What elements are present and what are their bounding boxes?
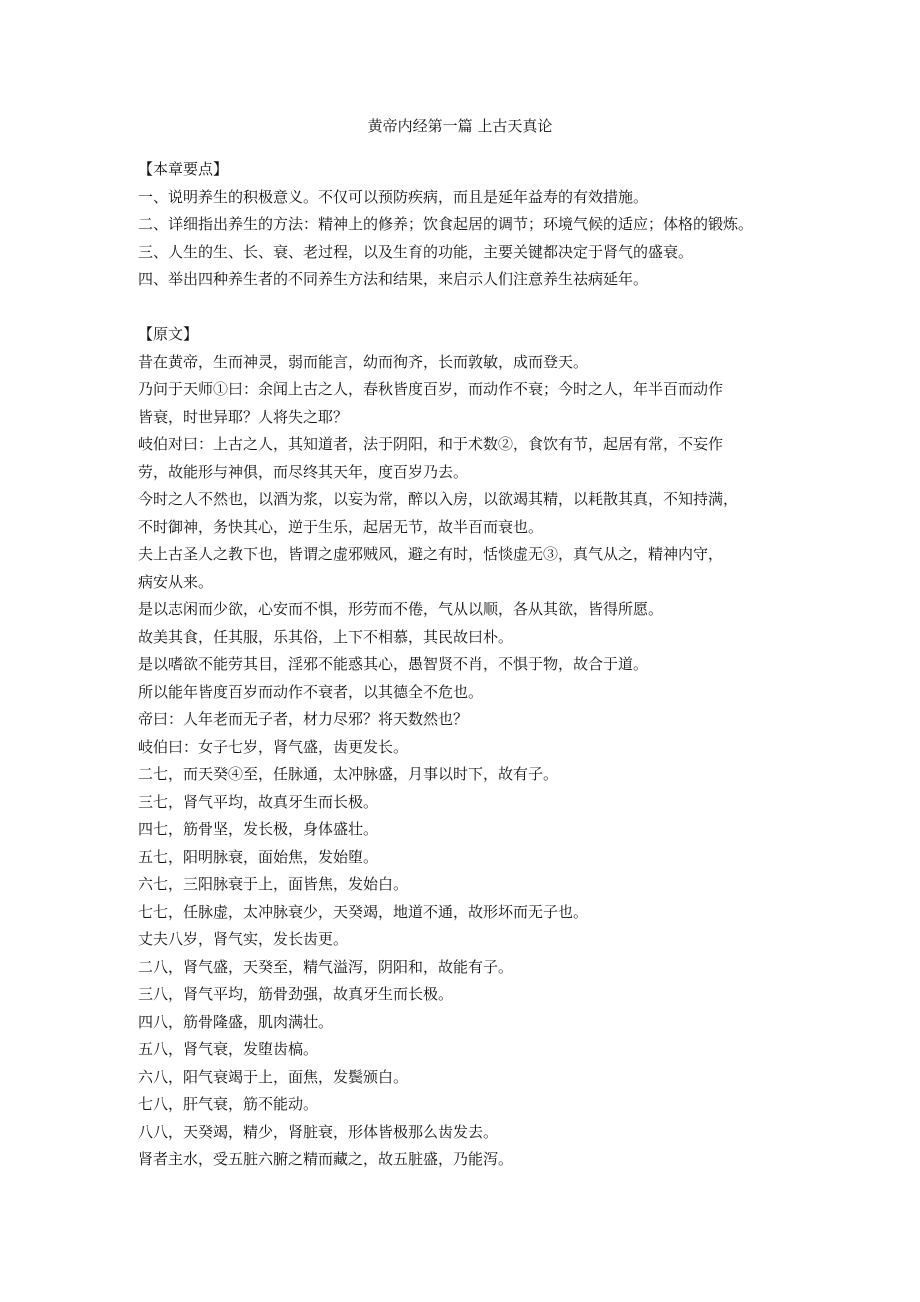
key-point: 四、举出四种养生者的不同养生方法和结果，来启示人们注意养生祛病延年。 [138, 270, 649, 288]
text-line: 丈夫八岁，肾气实，发长齿更。 [138, 930, 349, 948]
text-line: 二八，肾气盛，天癸至，精气溢泻，阴阳和，故能有子。 [138, 957, 514, 976]
key-point: 一、说明养生的积极意义。不仅可以预防疾病，而且是延年益寿的有效措施。 [138, 187, 649, 206]
text-line: 是以志闲而少欲，心安而不惧，形劳而不倦，气从以顺，各从其欲，皆得所愿。 [138, 600, 664, 618]
section-heading-key-points: 【本章要点】 [138, 160, 229, 178]
text-line: 七八，肝气衰，筋不能动。 [138, 1095, 319, 1113]
text-line: 四七，筋骨坚，发长极，身体盛壮。 [138, 820, 379, 838]
text-line: 所以能年皆度百岁而动作不衰者，以其德全不危也。 [138, 682, 484, 701]
text-line: 劳，故能形与神俱，而尽终其天年，度百岁乃去。 [138, 462, 469, 481]
text-line: 六八，阳气衰竭于上，面焦，发鬓颁白。 [138, 1067, 409, 1086]
text-line: 今时之人不然也，以酒为浆，以妄为常，醉以入房，以欲竭其精，以耗散其真，不知持满， [138, 490, 739, 508]
key-points-list [138, 184, 788, 294]
text-line: 六七，三阳脉衰于上，面皆焦，发始白。 [138, 875, 409, 893]
text-line: 五七，阳明脉衰，面始焦，发始堕。 [138, 847, 379, 866]
text-line: 七七，任脉虚，太冲脉衰少，天癸竭，地道不通，故形坏而无子也。 [138, 902, 589, 921]
text-line: 故美其食，任其服，乐其俗，上下不相慕，其民故曰朴。 [138, 627, 514, 646]
text-line: 乃问于天师①曰：余闻上古之人，春秋皆度百岁，而动作不衰；今时之人，年半百而动作 [138, 380, 724, 398]
text-line: 五八，肾气衰，发堕齿槁。 [138, 1040, 319, 1058]
text-line: 是以嗜欲不能劳其目，淫邪不能惑其心，愚智贤不肖，不惧于物，故合于道。 [138, 655, 649, 673]
text-line: 皆衰，时世异耶？人将失之耶？ [138, 407, 349, 426]
document-body [138, 156, 788, 1174]
text-line: 昔在黄帝，生而神灵，弱而能言，幼而徇齐，长而敦敏，成而登天。 [138, 352, 589, 371]
key-point: 三、人生的生、长、衰、老过程，以及生育的功能，主要关键都决定于肾气的盛衰。 [138, 242, 694, 261]
text-line: 三八，肾气平均，筋骨劲强，故真牙生而长极。 [138, 985, 454, 1003]
text-line: 三七，肾气平均，故真牙生而长极。 [138, 792, 379, 811]
text-line: 病安从来。 [138, 572, 214, 591]
text-line: 帝曰：人年老而无子者，材力尽邪？将天数然也？ [138, 710, 469, 728]
document-title: 黄帝内经第一篇 上古天真论 [367, 117, 553, 135]
text-line: 四八，筋骨隆盛，肌肉满壮。 [138, 1012, 334, 1031]
key-point: 二、详细指出养生的方法：精神上的修养；饮食起居的调节；环境气候的适应；体格的锻炼。 [138, 215, 754, 233]
text-line: 八八，天癸竭，精少，肾脏衰，形体皆极那么齿发去。 [138, 1122, 499, 1141]
section-heading-original-text: 【原文】 [138, 325, 199, 343]
text-line: 岐伯对曰：上古之人，其知道者，法于阴阳，和于术数②，食饮有节，起居有常，不妄作 [138, 435, 724, 453]
text-line: 岐伯曰：女子七岁，肾气盛，齿更发长。 [138, 737, 409, 756]
paragraph-gap [138, 294, 788, 322]
text-line: 肾者主水，受五脏六腑之精而藏之，故五脏盛，乃能泻。 [138, 1150, 514, 1168]
original-text [138, 349, 788, 1174]
text-line: 不时御神，务快其心，逆于生乐，起居无节，故半百而衰也。 [138, 517, 544, 536]
text-line: 夫上古圣人之教下也，皆谓之虚邪贼风，避之有时，恬惔虚无③，真气从之，精神内守， [138, 545, 724, 563]
text-line: 二七，而天癸④至，任脉通，太冲脉盛，月事以时下，故有子。 [138, 765, 559, 783]
